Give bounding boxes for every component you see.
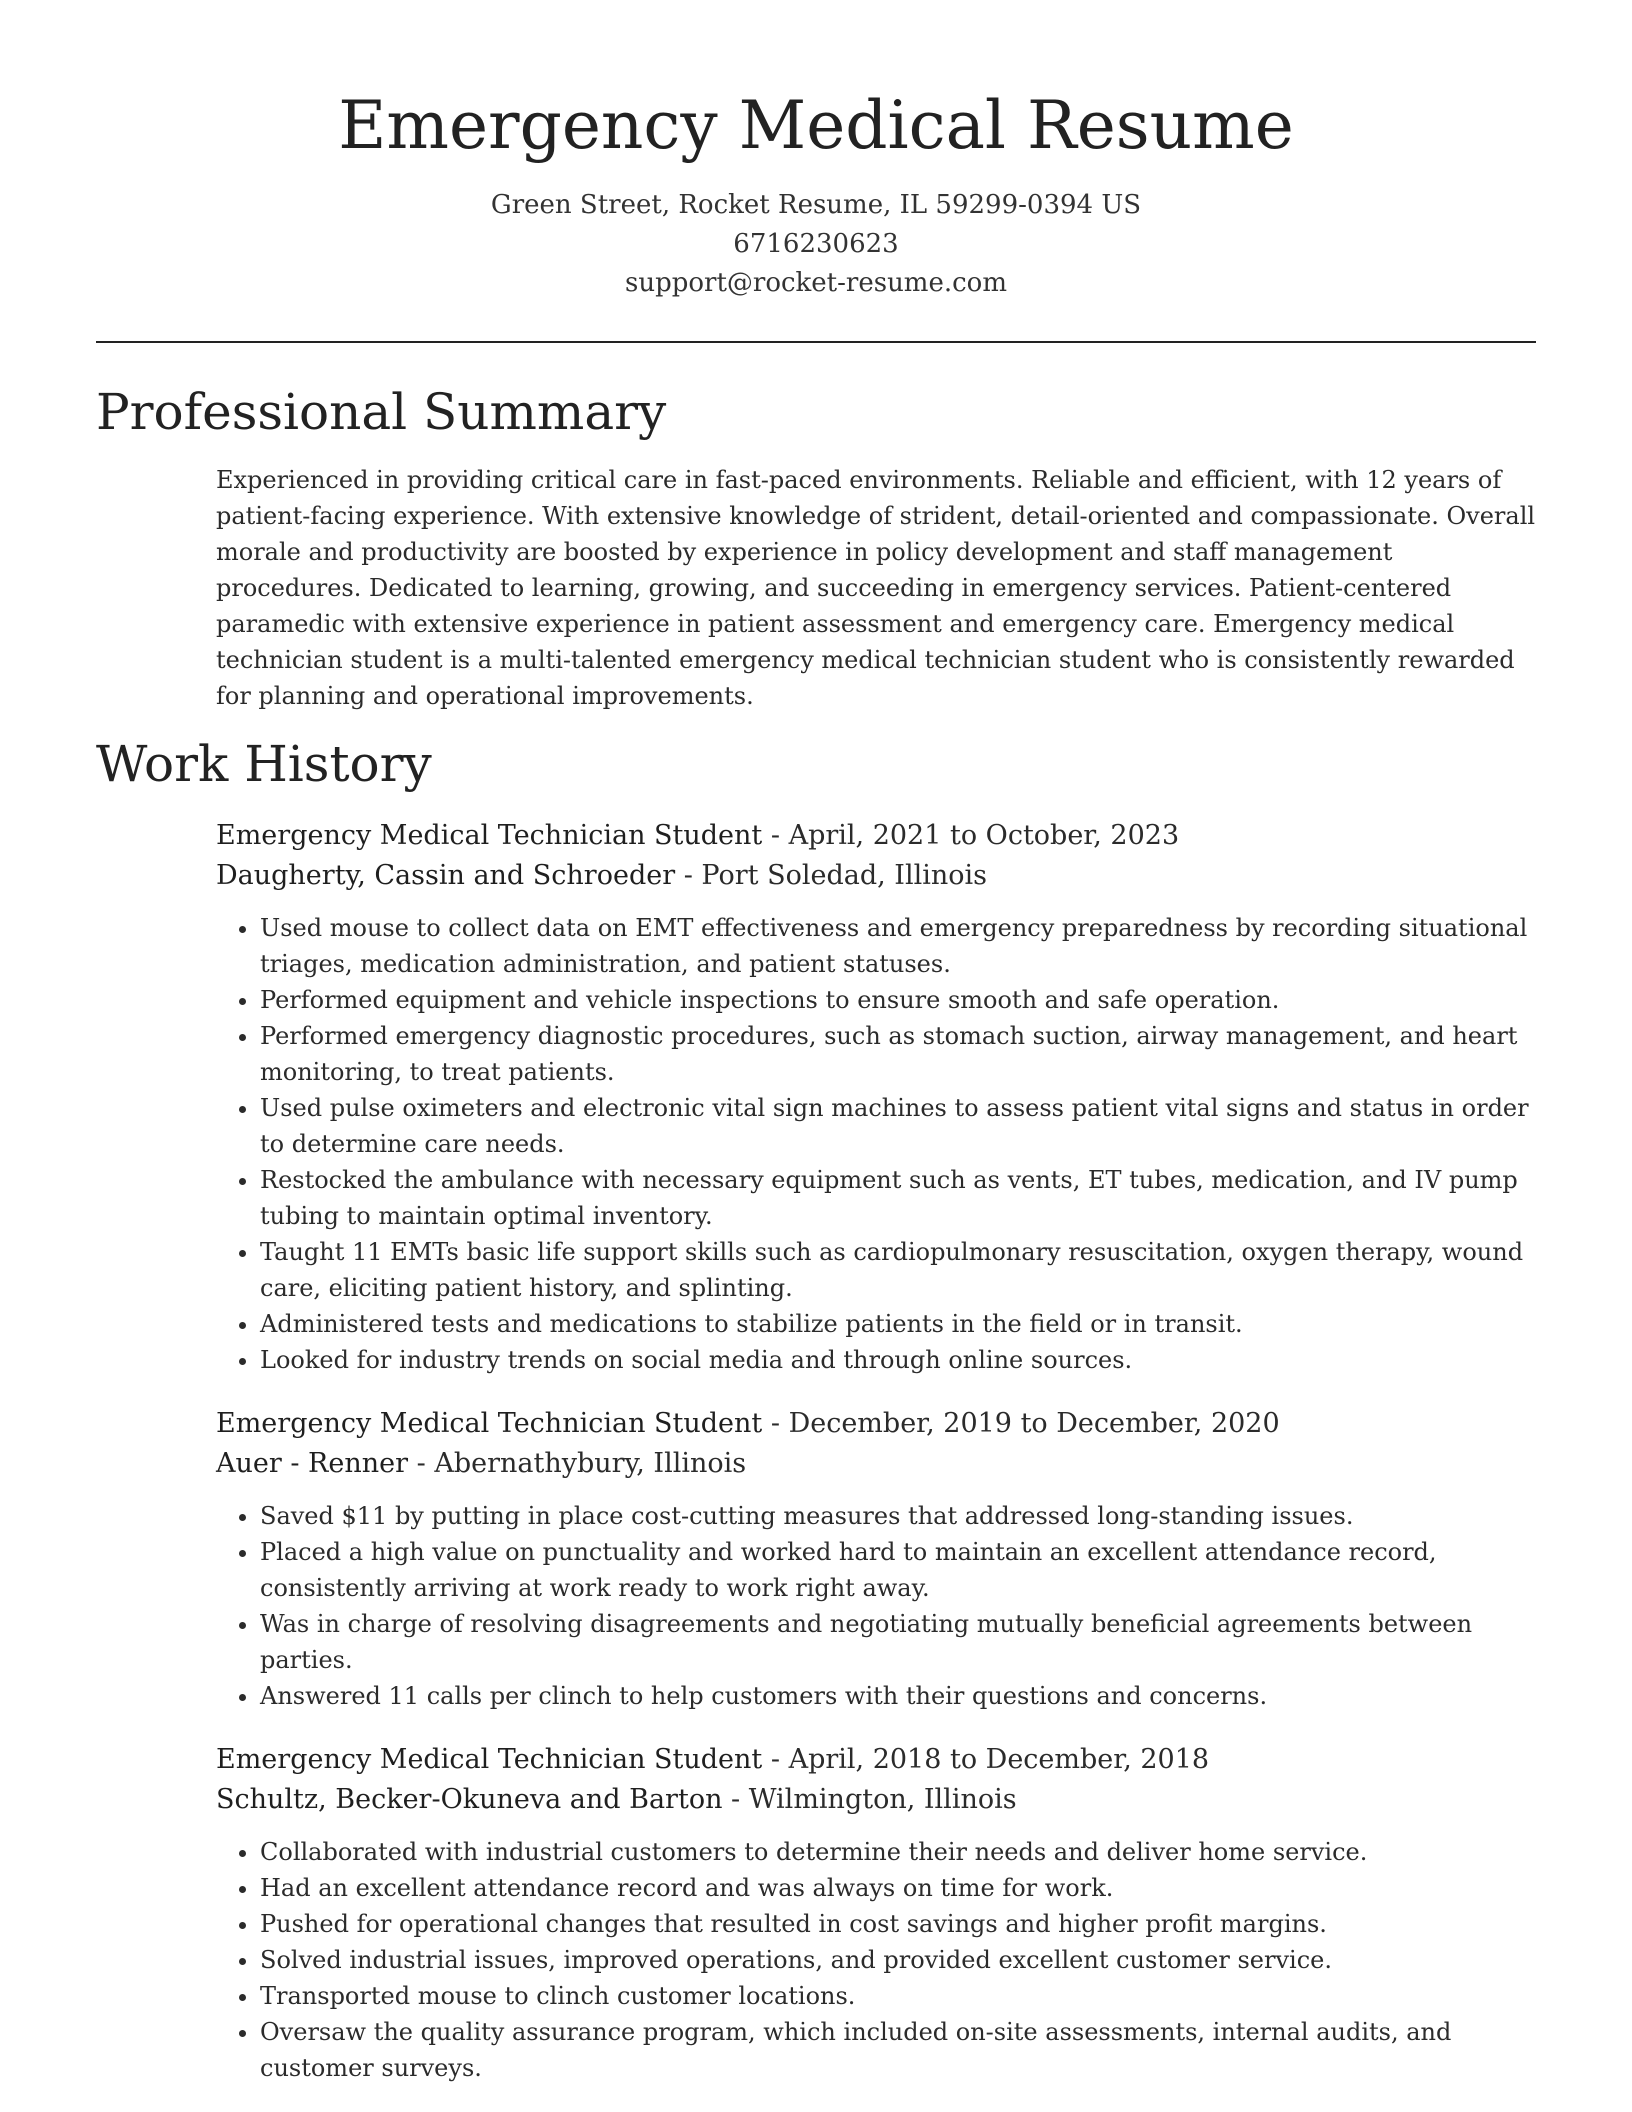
bullet-item: • Performed emergency diagnostic procedures, such as stomach suction, airway management, and heart monitoring, to treat patients. — [260, 1018, 1536, 1090]
job-company: Daugherty, Cassin and Schroeder — [216, 860, 676, 891]
resume-title: Emergency Medical Resume — [338, 87, 1294, 164]
job-company-line: Auer - Renner - Abernathybury, Illinois — [216, 1448, 747, 1479]
job-dates: April, 2018 to December, 2018 — [788, 1744, 1210, 1775]
job-entry — [216, 1740, 1536, 2086]
job-title-line: Emergency Medical Technician Student - April, 2021 to October, 2023 — [216, 820, 1180, 851]
job-position: Emergency Medical Technician Student — [216, 1408, 763, 1439]
summary-paragraph: Experienced in providing critical care in fast-paced environments. Reliable and efficient, with 12 years of patient-facing experience. With extensive knowledge of strident, detail-oriented and compassionate. Overall morale and productivity are boosted by experience in policy development and staff management procedures. Dedicated to learning, growing, and succeeding in emergency services. Patient-centered paramedic with extensive experience in patient assessment and emergency care. Emergency medical technician student is a multi-talented emergency medical technician student who is consistently rewarded for planning and operational improvements. — [216, 466, 1536, 710]
job-dates: April, 2021 to October, 2023 — [788, 820, 1180, 851]
job-entry — [216, 816, 1536, 1378]
bullet-item: • Placed a high value on punctuality and worked hard to maintain an excellent attendance record, consistently arriving at work ready to work right away. — [260, 1534, 1536, 1606]
bullet-item: • Used pulse oximeters and electronic vital sign machines to assess patient vital signs and status in order to determine care needs. — [260, 1090, 1536, 1162]
bullet-item: • Restocked the ambulance with necessary equipment such as vents, ET tubes, medication, and IV pump tubing to maintain optimal inventory. — [260, 1162, 1536, 1234]
bullet-item: • Taught 11 EMTs basic life support skills such as cardiopulmonary resuscitation, oxygen therapy, wound care, eliciting patient history, and splinting. — [260, 1234, 1536, 1306]
bullet-item: • Was in charge of resolving disagreements and negotiating mutually beneficial agreements between parties. — [260, 1606, 1536, 1678]
email-text: support@rocket-resume.com — [624, 268, 1007, 298]
bullet-item: • Administered tests and medications to stabilize patients in the field or in transit. — [260, 1306, 1536, 1342]
bullet-item: • Oversaw the quality assurance program, which included on-site assessments, internal audits, and customer surveys. — [260, 2014, 1536, 2086]
bullet-item: • Answered 11 calls per clinch to help customers with their questions and concerns. — [260, 1678, 1536, 1714]
phone-text: 6716230623 — [733, 229, 899, 259]
header-divider — [96, 341, 1536, 343]
job-bullets — [216, 1498, 1536, 1714]
job-title-line: Emergency Medical Technician Student - April, 2018 to December, 2018 — [216, 1744, 1210, 1775]
bullet-item: • Looked for industry trends on social media and through online sources. — [260, 1342, 1536, 1378]
work-history-list — [216, 816, 1536, 2112]
job-bullets — [216, 910, 1536, 1378]
address-text: Green Street, Rocket Resume, IL 59299-0394 US — [490, 190, 1142, 220]
job-company: Auer - Renner — [216, 1448, 409, 1479]
bullet-item: • Transported mouse to clinch customer locations. — [260, 1978, 1536, 2014]
bullet-item: • Saved $11 by putting in place cost-cutting measures that addressed long-standing issues. — [260, 1498, 1536, 1534]
job-location: Abernathybury, Illinois — [434, 1448, 747, 1479]
work-history-heading: Work History — [96, 735, 432, 793]
bullet-item: • Pushed for operational changes that resulted in cost savings and higher profit margins. — [260, 1906, 1536, 1942]
bullet-item: • Solved industrial issues, improved operations, and provided excellent customer service. — [260, 1942, 1536, 1978]
job-location: Wilmington, Illinois — [748, 1784, 1017, 1815]
summary-heading: Professional Summary — [96, 383, 667, 441]
bullet-item: • Had an excellent attendance record and was always on time for work. — [260, 1870, 1536, 1906]
job-company: Schultz, Becker-Okuneva and Barton — [216, 1784, 723, 1815]
job-dates: December, 2019 to December, 2020 — [788, 1408, 1280, 1439]
job-company-line: Schultz, Becker-Okuneva and Barton - Wilmington, Illinois — [216, 1784, 1017, 1815]
bullet-item: • Used mouse to collect data on EMT effectiveness and emergency preparedness by recording situational triages, medication administration, and patient statuses. — [260, 910, 1536, 982]
job-position: Emergency Medical Technician Student — [216, 820, 763, 851]
job-entry — [216, 1404, 1536, 1714]
job-title-line: Emergency Medical Technician Student - December, 2019 to December, 2020 — [216, 1408, 1280, 1439]
job-position: Emergency Medical Technician Student — [216, 1744, 763, 1775]
bullet-item: • Collaborated with industrial customers to determine their needs and deliver home service. — [260, 1834, 1536, 1870]
job-company-line: Daugherty, Cassin and Schroeder - Port Soledad, Illinois — [216, 860, 987, 891]
resume-header — [0, 0, 1632, 303]
job-bullets — [216, 1834, 1536, 2086]
contact-block — [0, 186, 1632, 303]
job-location: Port Soledad, Illinois — [701, 860, 987, 891]
bullet-item: • Performed equipment and vehicle inspections to ensure smooth and safe operation. — [260, 982, 1536, 1018]
